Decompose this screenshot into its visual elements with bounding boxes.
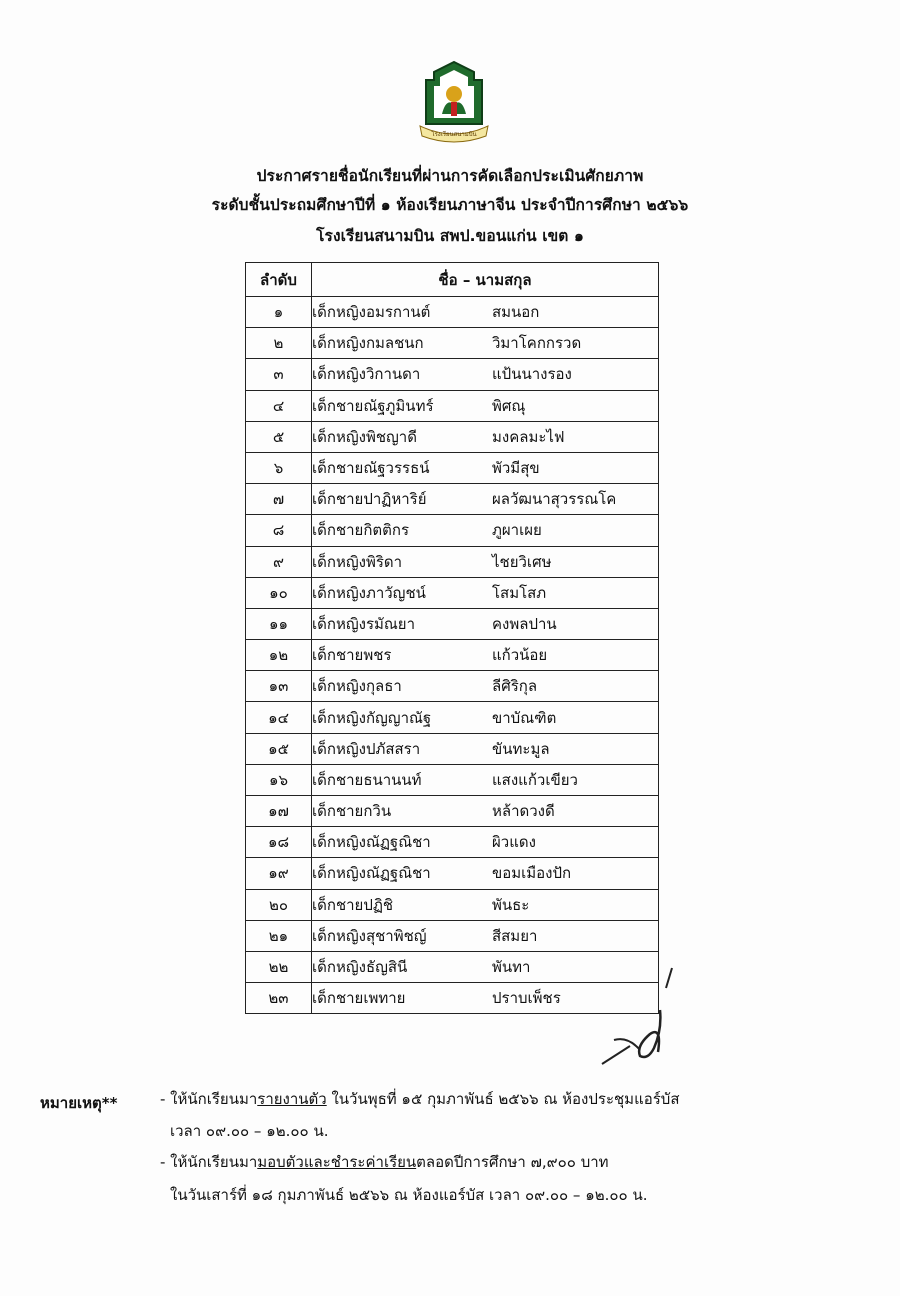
row-number: ๒๓ — [246, 983, 312, 1014]
row-name — [312, 733, 659, 764]
table-row — [246, 702, 659, 733]
note-label: หมายเหตุ** — [40, 1094, 118, 1112]
first-name: เด็กชายธนานนท์ — [312, 770, 422, 789]
row-number: ๑ — [246, 297, 312, 328]
last-name: ผิวแดง — [492, 833, 536, 852]
table-row — [246, 452, 659, 483]
first-name: เด็กหญิงณัฏฐณิชา — [312, 833, 431, 852]
row-name — [312, 515, 659, 546]
col-header-number: ลำดับ — [246, 263, 312, 297]
table-row — [246, 983, 659, 1014]
row-number: ๙ — [246, 546, 312, 577]
last-name: สมนอก — [492, 303, 540, 322]
table-row — [246, 796, 659, 827]
last-name: ขอมเมืองปัก — [492, 864, 572, 883]
first-name: เด็กหญิงสุชาพิชญ์ — [312, 926, 427, 945]
first-name: เด็กชายปฏิชิ — [312, 895, 394, 914]
first-name: เด็กหญิงปภัสสรา — [312, 739, 421, 758]
row-number: ๒๐ — [246, 889, 312, 920]
table-row — [246, 608, 659, 639]
last-name: พันทา — [492, 958, 531, 977]
table-row — [246, 640, 659, 671]
table-row — [246, 889, 659, 920]
table-row — [246, 359, 659, 390]
last-name: แสงแก้วเขียว — [492, 770, 578, 789]
first-name: เด็กหญิงวิกานดา — [312, 365, 421, 384]
last-name: ปราบเพ็ชร — [492, 989, 561, 1008]
row-number: ๘ — [246, 515, 312, 546]
first-name: เด็กหญิงภาวัญชน์ — [312, 583, 426, 602]
first-name: เด็กหญิงพิริดา — [312, 552, 403, 571]
row-name — [312, 920, 659, 951]
row-name — [312, 297, 659, 328]
table-row — [246, 328, 659, 359]
row-number: ๑๔ — [246, 702, 312, 733]
table-row — [246, 827, 659, 858]
row-name — [312, 640, 659, 671]
last-name: คงพลปาน — [492, 614, 557, 633]
student-list-table — [245, 262, 659, 1014]
table-row — [246, 390, 659, 421]
last-name: แป้นนางรอง — [492, 365, 572, 384]
first-name: เด็กชายกิตติกร — [312, 521, 410, 540]
first-name: เด็กหญิงกัญญาณัฐ — [312, 708, 432, 727]
row-number: ๒๑ — [246, 920, 312, 951]
first-name: เด็กหญิงอมรกานต์ — [312, 303, 431, 322]
row-number: ๑๓ — [246, 671, 312, 702]
row-number: ๔ — [246, 390, 312, 421]
row-name — [312, 889, 659, 920]
first-name: เด็กชายณัฐวรรธน์ — [312, 459, 430, 478]
table-row — [246, 671, 659, 702]
row-number: ๗ — [246, 484, 312, 515]
row-number: ๑๕ — [246, 733, 312, 764]
row-number: ๑๗ — [246, 796, 312, 827]
row-number: ๒ — [246, 328, 312, 359]
row-name — [312, 608, 659, 639]
row-number: ๑๖ — [246, 764, 312, 795]
row-name — [312, 359, 659, 390]
first-name: เด็กชายเพทาย — [312, 989, 406, 1008]
first-name: เด็กชายปาฏิหาริย์ — [312, 490, 427, 509]
row-number: ๑๘ — [246, 827, 312, 858]
note-2-line-2: ในวันเสาร์ที่ ๑๘ กุมภาพันธ์ ๒๕๖๖ ณ ห้องแอร์บัส เวลา ๐๙.๐๐ – ๑๒.๐๐ น. — [170, 1186, 648, 1204]
last-name: แก้วน้อย — [492, 646, 548, 665]
table-row — [246, 484, 659, 515]
svg-text:โรงเรียนสนามบิน: โรงเรียนสนามบิน — [431, 131, 477, 138]
signature-mark — [600, 960, 690, 1070]
row-number: ๑๐ — [246, 577, 312, 608]
first-name: เด็กหญิงพิชญาดี — [312, 427, 417, 446]
note-1-time: เวลา ๐๙.๐๐ – ๑๒.๐๐ น. — [170, 1122, 329, 1140]
first-name: เด็กหญิงกุลธา — [312, 677, 402, 696]
row-name — [312, 328, 659, 359]
first-name: เด็กชายพชร — [312, 646, 392, 665]
last-name: โสมโสภ — [492, 583, 547, 602]
last-name: ผลวัฒนาสุวรรณโค — [492, 490, 617, 509]
row-name — [312, 452, 659, 483]
first-name: เด็กหญิงรมัณยา — [312, 614, 416, 633]
row-name — [312, 827, 659, 858]
table-header-row — [246, 263, 659, 297]
table-row — [246, 920, 659, 951]
first-name: เด็กชายณัฐภูมินทร์ — [312, 396, 434, 415]
first-name: เด็กหญิงณัฏฐณิชา — [312, 864, 431, 883]
last-name: ขันทะมูล — [492, 739, 550, 758]
last-name: หล้าดวงดี — [492, 802, 555, 821]
row-name — [312, 390, 659, 421]
last-name: พันธะ — [492, 895, 530, 914]
last-name: ภูผาเผย — [492, 521, 542, 540]
table-row — [246, 764, 659, 795]
col-header-name: ชื่อ – นามสกุล — [312, 263, 659, 297]
row-number: ๑๙ — [246, 858, 312, 889]
row-number: ๑๑ — [246, 608, 312, 639]
row-name — [312, 858, 659, 889]
title-line-3: โรงเรียนสนามบิน สพป.ขอนแก่น เขต ๑ — [316, 227, 584, 245]
row-name — [312, 484, 659, 515]
last-name: วิมาโคกกรวด — [492, 334, 582, 353]
last-name: พิศณุ — [492, 396, 526, 415]
row-name — [312, 421, 659, 452]
last-name: ขาบัณฑิต — [492, 708, 557, 727]
last-name: พัวมีสุข — [492, 459, 540, 478]
row-name — [312, 702, 659, 733]
row-name — [312, 796, 659, 827]
table-row — [246, 515, 659, 546]
note-1: - ให้นักเรียนมารายงานตัว ในวันพุธที่ ๑๕ กุมภาพันธ์ ๒๕๖๖ ณ ห้องประชุมแอร์บัส — [160, 1090, 680, 1108]
last-name: มงคลมะไฟ — [492, 427, 565, 446]
row-number: ๒๒ — [246, 951, 312, 982]
row-name — [312, 671, 659, 702]
row-name — [312, 546, 659, 577]
title-line-2: ระดับชั้นประถมศึกษาปีที่ ๑ ห้องเรียนภาษาจีน ประจำปีการศึกษา ๒๕๖๖ — [211, 196, 689, 214]
table-body — [246, 297, 659, 1014]
table-row — [246, 951, 659, 982]
table-row — [246, 546, 659, 577]
first-name: เด็กหญิงกมลชนก — [312, 334, 424, 353]
table-row — [246, 577, 659, 608]
last-name: สีสมยา — [492, 926, 538, 945]
table-row — [246, 421, 659, 452]
title-line-1: ประกาศรายชื่อนักเรียนที่ผ่านการคัดเลือกประเมินศักยภาพ — [256, 167, 644, 185]
note-2: - ให้นักเรียนมามอบตัวและชำระค่าเรียนตลอดปีการศึกษา ๗,๙๐๐ บาท — [160, 1153, 609, 1171]
row-number: ๓ — [246, 359, 312, 390]
table-row — [246, 733, 659, 764]
last-name: ไชยวิเศษ — [492, 552, 552, 571]
school-logo — [412, 58, 496, 144]
first-name: เด็กชายกวิน — [312, 802, 392, 821]
table-row — [246, 858, 659, 889]
last-name: ลีศิริกุล — [492, 677, 538, 696]
row-number: ๖ — [246, 452, 312, 483]
table-row — [246, 297, 659, 328]
row-number: ๑๒ — [246, 640, 312, 671]
row-name — [312, 577, 659, 608]
first-name: เด็กหญิงธัญสินี — [312, 958, 408, 977]
row-name — [312, 764, 659, 795]
row-number: ๕ — [246, 421, 312, 452]
